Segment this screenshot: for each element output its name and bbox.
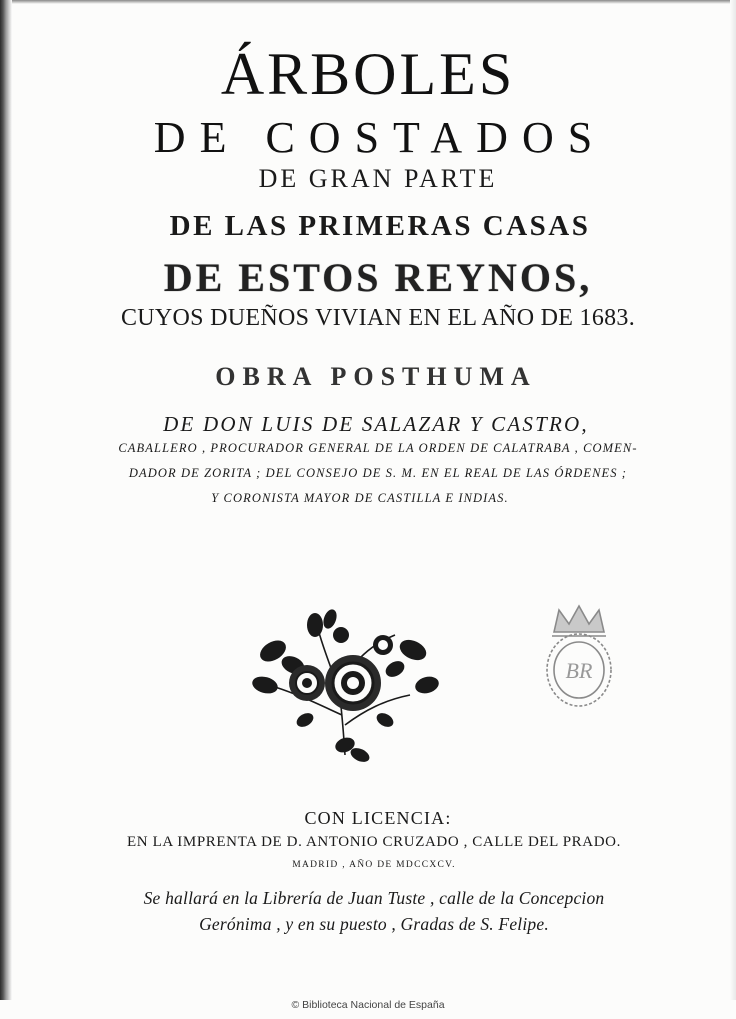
title-line-reynos: DE ESTOS REYNOS, <box>163 255 593 300</box>
title-line-primeras-casas: DE LAS PRIMERAS CASAS <box>169 210 591 242</box>
madrid-date-line: MADRID , AÑO DE MDCCXCV. <box>292 860 456 870</box>
title-line-gran-parte: DE GRAN PARTE <box>258 164 498 193</box>
obra-posthuma-heading: OBRA POSTHUMA <box>215 362 537 391</box>
author-description-line-1: CABALLERO , PROCURADOR GENERAL DE LA ORDEN DE CALATRABA , COMEN- <box>118 441 638 455</box>
library-credit: © Biblioteca Nacional de España <box>291 999 445 1011</box>
title-line-year: CUYOS DUEÑOS VIVIAN EN EL AÑO DE 1683. <box>120 305 636 331</box>
title-line-costados: DE COSTADOS <box>153 113 607 162</box>
author-description-line-3: Y CORONISTA MAYOR DE CASTILLA E INDIAS. <box>211 491 509 505</box>
author-line: DE DON LUIS DE SALAZAR Y CASTRO, <box>163 412 589 436</box>
licencia-line: CON LICENCIA: <box>304 808 452 828</box>
stamp-monogram: BR <box>565 658 593 683</box>
flower-bouquet-icon <box>245 605 445 765</box>
title-line-arboles: ÁRBOLES <box>220 41 516 107</box>
libreria-line-2: Gerónima , y en su puesto , Gradas de S. Felipe. <box>199 914 549 934</box>
page-edge-top <box>0 0 736 4</box>
libreria-line-1: Se hallará en la Librería de Juan Tuste , calle de la Concepcion <box>143 888 605 908</box>
imprenta-line: EN LA IMPRENTA DE D. ANTONIO CRUZADO , CALLE DEL PRADO. <box>127 834 621 850</box>
author-description-line-2: DADOR DE ZORITA ; DEL CONSEJO DE S. M. EN EL REAL DE LAS ÓRDENES ; <box>128 466 628 480</box>
crowned-seal-icon <box>534 602 624 717</box>
